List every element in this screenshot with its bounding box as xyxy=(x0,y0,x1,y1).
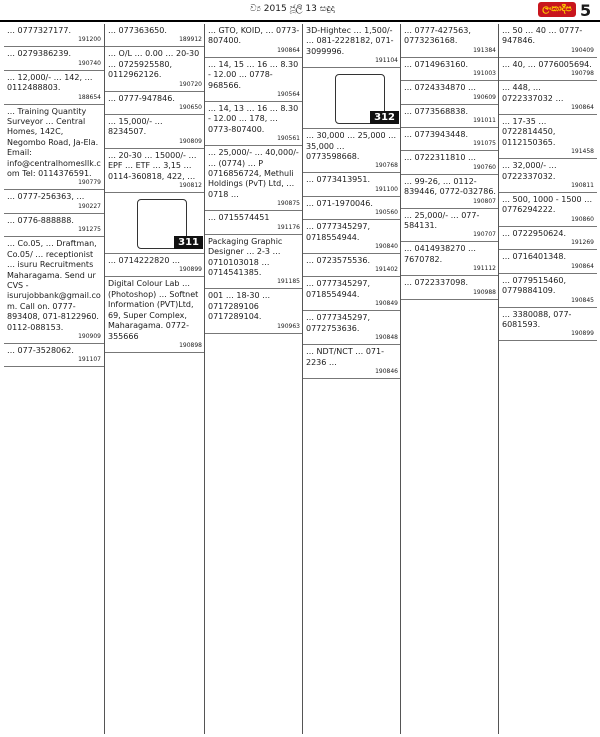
classified-ad xyxy=(499,274,597,308)
ad-text: … 0777345297, 0718554944. xyxy=(306,279,370,299)
ad-code: 191104 xyxy=(375,57,398,65)
classified-ad xyxy=(105,24,205,47)
classified-ad xyxy=(4,24,104,47)
ad-text: … 40, … 0776005694. xyxy=(502,59,592,69)
classified-ad xyxy=(303,129,401,173)
ad-code: 191107 xyxy=(78,356,101,364)
classified-ad xyxy=(499,81,597,115)
ad-text: … 14, 13 … 16 … 8.30 - 12.00 … 178, … 0773-807400. xyxy=(208,104,299,134)
ad-text: … O/L … 0.00 … 20-30 … 0725925580, 0112962126. xyxy=(108,49,200,80)
ad-text: … 077363650. xyxy=(108,26,167,35)
ad-text: … 99-26, … 0112-839446, 0772-032786. xyxy=(404,176,496,197)
ad-code: 190707 xyxy=(473,231,496,239)
cartoon-panel xyxy=(303,68,401,129)
ad-text: … 0777-947846. xyxy=(108,93,175,103)
ad-code: 190864 xyxy=(277,46,300,54)
classified-ad xyxy=(401,81,499,104)
ad-code: 190609 xyxy=(473,93,496,101)
ad-code: 190875 xyxy=(277,200,300,208)
classified-ad xyxy=(401,58,499,81)
classified-ad xyxy=(401,151,499,174)
ad-text: Packaging Graphic Designer … 2-3 … 0710103018 … 0714541385. xyxy=(208,236,283,277)
ad-text: … 0722950624. xyxy=(502,228,566,238)
classified-ad xyxy=(205,102,303,146)
ad-code: 191185 xyxy=(277,278,300,286)
ad-code: 190779 xyxy=(78,179,101,187)
classified-ad xyxy=(105,149,205,193)
ad-text: … 50 … 40 … 0777-947846. xyxy=(502,26,583,46)
classified-ad xyxy=(499,250,597,273)
ad-text: … 12,000/- … 142, … 0112488803. xyxy=(7,72,93,93)
classified-ad xyxy=(4,237,104,344)
classified-ad xyxy=(401,128,499,151)
ad-text: … 448, … 0722337032 … xyxy=(502,83,564,103)
ad-text: … 0723575536. xyxy=(306,256,370,266)
classified-ad xyxy=(303,197,401,220)
ad-text: … 0779515460, 0779884109. xyxy=(502,275,566,296)
ad-code: 190848 xyxy=(375,334,398,342)
classified-ad xyxy=(499,24,597,58)
classified-ad xyxy=(205,146,303,211)
ad-code: 190650 xyxy=(179,104,202,112)
ad-code: 188654 xyxy=(78,93,101,101)
ad-text: … 17-35 … 0722814450, 0112150365. xyxy=(502,117,556,147)
ad-text: … 0777345297, 0772753636. xyxy=(306,313,370,333)
classified-ad xyxy=(499,308,597,342)
ad-code: 191458 xyxy=(571,148,594,156)
ad-code: 190809 xyxy=(179,137,202,145)
classified-ad xyxy=(105,92,205,115)
ad-text: 3D-Hightec … 1,500/- … 081-2228182, 071-3099996. xyxy=(306,26,394,56)
ad-code: 189912 xyxy=(179,36,202,44)
ad-code: 191275 xyxy=(78,226,101,234)
ad-text: … 0714222820 … xyxy=(108,256,180,266)
classified-ad xyxy=(4,190,104,213)
ad-text: … 0279386239. xyxy=(7,49,71,59)
classified-ad xyxy=(401,175,499,209)
classified-ad xyxy=(205,58,303,102)
classified-ad xyxy=(499,227,597,250)
ad-column xyxy=(302,24,401,734)
ad-text: … 077-3528062. xyxy=(7,345,74,355)
classified-ad xyxy=(205,24,303,58)
ad-text: … NDT/NCT … 071-2236 … xyxy=(306,347,384,367)
masthead xyxy=(0,0,600,22)
ad-code: 190988 xyxy=(473,288,496,296)
ad-code: 190760 xyxy=(473,163,496,171)
classified-ad xyxy=(303,254,401,277)
classified-ad xyxy=(401,242,499,276)
classified-ad xyxy=(401,105,499,128)
ad-code: 191100 xyxy=(375,185,398,193)
ad-code: 190564 xyxy=(277,91,300,99)
ad-text: … 0724334870 … xyxy=(404,83,476,93)
ad-text: … 0777327177. xyxy=(7,26,71,35)
ad-column xyxy=(498,24,597,734)
ad-text: … 0773943448. xyxy=(404,130,468,140)
ad-text: … 0777-427563, 0773236168. xyxy=(404,26,471,46)
ad-text: … 25,000/- … 077-584131. xyxy=(404,210,480,231)
classified-ad xyxy=(499,58,597,81)
ad-text: … 32,000/- … 0722337032. xyxy=(502,161,557,181)
ad-code: 190561 xyxy=(277,135,300,143)
ad-code: 190409 xyxy=(571,46,594,54)
ad-code: 190227 xyxy=(78,202,101,210)
classified-ad xyxy=(303,220,401,254)
newspaper-logo: ලංකාදීප xyxy=(538,2,576,17)
ad-code: 191003 xyxy=(473,70,496,78)
page-number: 5 xyxy=(580,1,592,20)
ad-code: 190898 xyxy=(179,341,202,349)
classified-ad xyxy=(205,289,303,333)
cartoon-number: 312 xyxy=(370,111,399,124)
ad-text: Digital Colour Lab … (Photoshop) … Softnet Information (PVT)Ltd, 69, Super Complex, Maharagama. 0772-355666 xyxy=(108,279,199,341)
classified-ad xyxy=(4,105,104,191)
ad-column xyxy=(400,24,499,734)
classified-ad xyxy=(205,211,303,234)
classified-ad xyxy=(105,277,205,352)
ad-text: … 0715574451 xyxy=(208,213,270,223)
classified-ad xyxy=(105,115,205,149)
ad-column xyxy=(4,24,104,734)
cartoon-number: 311 xyxy=(174,236,203,249)
ad-code: 191269 xyxy=(571,239,594,247)
cartoon-panel xyxy=(105,193,205,254)
ad-code: 190720 xyxy=(179,80,202,88)
ad-code: 190840 xyxy=(375,243,398,251)
ad-text: … 0776-888888. xyxy=(7,215,74,225)
ad-code: 191384 xyxy=(473,46,496,54)
ad-text: … 0722337098. xyxy=(404,278,468,288)
ad-text: … 30,000 … 25,000 … 35,000 … 0773598668. xyxy=(306,131,397,162)
ad-code: 190864 xyxy=(571,262,594,270)
ad-text: … 25,000/- … 40,000/- … (0774) … P 0716856724, Methuli Holdings (PvT) Ltd, … 0718 … xyxy=(208,148,299,199)
classified-ad xyxy=(4,344,104,367)
ad-code: 191200 xyxy=(78,36,101,44)
ad-code: 191402 xyxy=(375,266,398,274)
ad-text: … 15,000/- … 8234507. xyxy=(108,117,163,137)
ad-code: 191176 xyxy=(277,223,300,231)
ad-text: 001 … 18-30 … 0717289106 0717289104. xyxy=(208,291,271,322)
ad-text: … 0773568838. xyxy=(404,106,468,116)
ad-code: 190560 xyxy=(375,209,398,217)
ad-text: … GTO, KOID, … 0773-807400. xyxy=(208,26,300,46)
ad-code: 190864 xyxy=(571,104,594,112)
classified-ad xyxy=(303,277,401,311)
classified-ad xyxy=(499,115,597,159)
ad-text: … 3380088, 077-6081593. xyxy=(502,309,572,329)
classified-ad xyxy=(105,254,205,277)
classified-ad xyxy=(499,193,597,227)
ad-text: … 0777-256363, … xyxy=(7,192,85,202)
ad-code: 190846 xyxy=(375,367,398,375)
classified-ad xyxy=(4,47,104,70)
classified-ad xyxy=(401,276,499,299)
ad-text: … 0414938270 … 7670782. xyxy=(404,244,476,264)
classified-columns xyxy=(4,24,596,734)
ad-code: 190740 xyxy=(78,59,101,67)
classified-ad xyxy=(499,159,597,193)
classified-ad xyxy=(205,235,303,290)
ad-code: 190798 xyxy=(571,70,594,78)
ad-text: … Co.05, … Draftman, Co.05/ … receptionist … isuru Recruitments Maharagama. Send ur CVS - isurujobbank@gmail.com. Call on. 0777-893408, 071-8122960. 0112-088153. xyxy=(7,239,101,332)
ad-code: 190768 xyxy=(375,162,398,170)
ad-code: 190812 xyxy=(179,182,202,190)
ad-code: 190807 xyxy=(473,197,496,205)
ad-code: 190899 xyxy=(571,330,594,338)
ad-text: … 14, 15 … 16 … 8.30 - 12.00 … 0778-968566. xyxy=(208,59,299,90)
ad-code: 190845 xyxy=(571,296,594,304)
ad-code: 191075 xyxy=(473,140,496,148)
ad-text: … 500, 1000 - 1500 … 0776294222. xyxy=(502,195,593,215)
classified-ad xyxy=(303,173,401,196)
ad-code: 190849 xyxy=(375,300,398,308)
ad-text: … 071-1970046. xyxy=(306,198,373,208)
ad-code: 190811 xyxy=(571,182,594,190)
ad-text: … 0714963160. xyxy=(404,59,468,69)
ad-code: 190860 xyxy=(571,215,594,223)
classified-ad xyxy=(303,345,401,379)
ad-column xyxy=(104,24,205,734)
classified-ad xyxy=(4,71,104,105)
ad-code: 190899 xyxy=(179,266,202,274)
classified-ad xyxy=(303,311,401,345)
ad-text: … 0722311810 … xyxy=(404,153,476,163)
classified-ad xyxy=(401,24,499,58)
issue-date: ව්‍ය 2015 ජූලි 13 සඳුදා xyxy=(250,4,335,14)
ad-code: 191112 xyxy=(473,265,496,273)
ad-column xyxy=(204,24,303,734)
ad-code: 190909 xyxy=(78,332,101,340)
ad-text: … 0716401348. xyxy=(502,252,566,262)
ad-code: 191011 xyxy=(473,117,496,125)
ad-text: … 0777345297, 0718554944. xyxy=(306,222,370,242)
ad-text: … Training Quantity Surveyor … Central Homes, 142C, Negombo Road, Ja-Ela. Email: info@centralhomesllk.com Tel: 0114376591. xyxy=(7,106,101,179)
classified-ad xyxy=(105,47,205,91)
ad-text: … 0773413951. xyxy=(306,175,370,185)
classified-ad xyxy=(4,214,104,237)
classified-ad xyxy=(303,24,401,68)
classified-ad xyxy=(401,209,499,243)
ad-text: … 20-30 … 15000/- … EPF … ETF … 3,15 … 0114-360818, 422, … xyxy=(108,150,197,181)
ad-code: 190963 xyxy=(277,322,300,330)
